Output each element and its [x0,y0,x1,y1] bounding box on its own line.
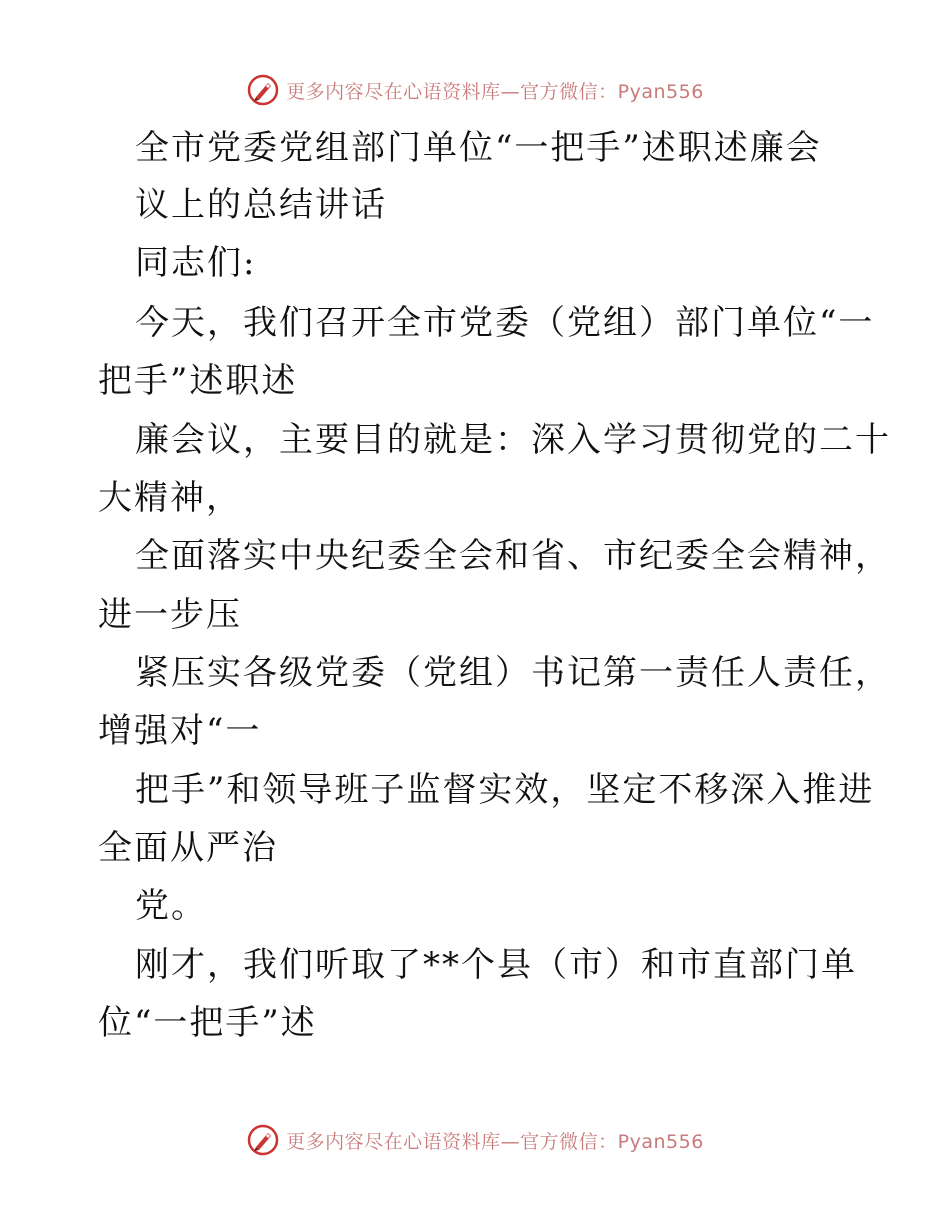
doc-line: 增强对“一 [98,711,262,751]
doc-line: 位“一把手”述 [98,1003,317,1043]
doc-line: 紧压实各级党委（党组）书记第一责任人责任， [135,653,891,693]
doc-line: 党。 [135,886,207,926]
pen-nib-logo-icon [246,1123,280,1157]
doc-line: 今天，我们召开全市党委（党组）部门单位“一 [135,303,875,343]
doc-line: 大精神， [98,478,242,518]
doc-line: 全面从严治 [98,828,278,868]
doc-line: 议上的总结讲话 [135,185,387,225]
pen-nib-logo-icon [246,73,280,107]
watermark-text: 更多内容尽在心语资料库—官方微信：Pyan556 [286,80,704,103]
footer-watermark [0,1120,950,1160]
doc-line: 全面落实中央纪委全会和省、市纪委全会精神， [135,536,891,576]
doc-line: 刚才，我们听取了**个县（市）和市直部门单 [135,945,857,985]
doc-line: 把手”和领导班子监督实效，坚定不移深入推进 [135,770,875,810]
doc-line: 同志们: [135,243,257,283]
watermark-text: 更多内容尽在心语资料库—官方微信：Pyan556 [286,1130,704,1153]
doc-line: 进一步压 [98,595,242,635]
doc-line: 把手”述职述 [98,361,298,401]
doc-line: 全市党委党组部门单位“一把手”述职述廉会 [135,128,822,168]
doc-line: 廉会议，主要目的就是：深入学习贯彻党的二十 [135,420,891,460]
header-watermark [0,70,950,110]
